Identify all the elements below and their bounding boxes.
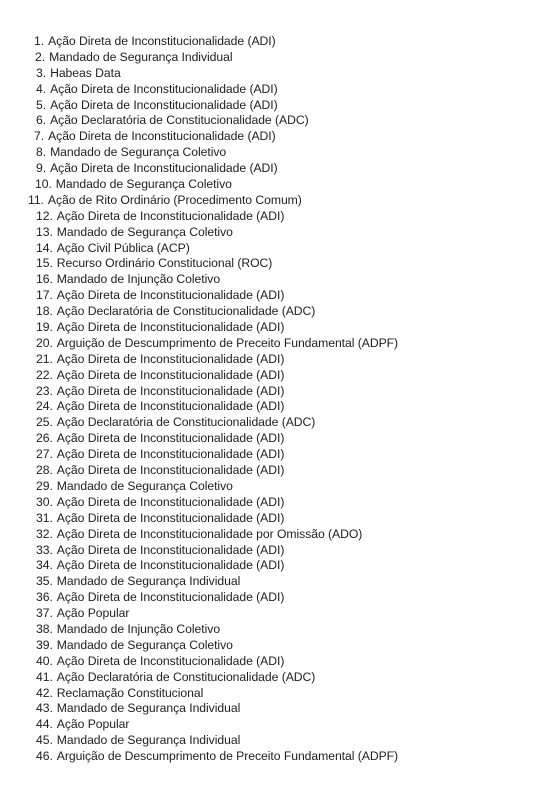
item-number: 40.: [36, 653, 53, 668]
item-number: 6.: [36, 113, 47, 128]
item-text: Mandado de Injunção Coletivo: [56, 621, 221, 636]
item-text: Ação Popular: [56, 717, 130, 732]
item-text: Ação Direta de Inconstitucionalidade (ADI): [56, 320, 285, 335]
item-text: Mandado de Segurança Coletivo: [55, 177, 232, 192]
list-item: [36, 320, 539, 336]
item-text: Mandado de Segurança Individual: [49, 49, 233, 64]
item-number: 4.: [36, 81, 47, 96]
item-text: Ação Direta de Inconstitucionalidade (ADI): [56, 463, 285, 478]
item-text: Ação Declaratória de Constitucionalidade (ADC): [56, 415, 316, 430]
list-item: [36, 82, 539, 98]
item-text: Mandado de Injunção Coletivo: [56, 272, 221, 287]
list-item: [36, 463, 539, 479]
item-text: Mandado de Segurança Individual: [56, 574, 241, 589]
list-item: [36, 733, 539, 749]
item-number: 24.: [36, 399, 53, 414]
list-item: [36, 368, 539, 384]
item-number: 11.: [28, 192, 44, 207]
list-item: [36, 304, 539, 320]
list-item: [36, 225, 539, 241]
list-item: [36, 161, 539, 177]
list-item: [36, 288, 539, 304]
item-number: 14.: [36, 240, 53, 255]
item-number: 30.: [36, 494, 53, 509]
list-item: [36, 479, 539, 495]
item-number: 21.: [36, 351, 53, 366]
item-text: Ação Direta de Inconstitucionalidade (ADI): [56, 399, 285, 414]
item-number: 46.: [36, 749, 53, 764]
item-text: Ação Direta de Inconstitucionalidade (ADI): [56, 558, 285, 573]
list-item: [36, 241, 539, 257]
item-text: Ação Direta de Inconstitucionalidade (ADI): [50, 97, 278, 112]
item-number: 36.: [36, 590, 53, 605]
list-item: [36, 543, 539, 559]
item-text: Ação Direta de Inconstitucionalidade (ADI): [50, 81, 278, 96]
item-number: 13.: [36, 224, 53, 239]
item-number: 45.: [36, 733, 53, 748]
item-number: 5.: [36, 97, 47, 112]
list-item: [36, 209, 539, 225]
item-text: Mandado de Segurança Coletivo: [56, 478, 233, 493]
item-number: 18.: [36, 304, 53, 319]
item-number: 23.: [36, 383, 53, 398]
list-item: [36, 606, 539, 622]
list-item: [36, 686, 539, 702]
item-number: 22.: [36, 367, 53, 382]
item-text: Mandado de Segurança Coletivo: [50, 145, 227, 160]
item-text: Ação Direta de Inconstitucionalidade (ADI): [56, 510, 285, 525]
list-item: [36, 272, 539, 288]
list-item: [36, 98, 539, 114]
list-item: [34, 129, 539, 145]
item-text: Habeas Data: [50, 65, 121, 80]
item-text: Ação Direta de Inconstitucionalidade (ADI): [48, 34, 276, 48]
item-number: 41.: [36, 669, 53, 684]
item-number: 25.: [36, 415, 53, 430]
list-item: [36, 415, 539, 431]
item-text: Ação Popular: [56, 606, 130, 621]
item-number: 39.: [36, 637, 53, 652]
item-text: Ação Direta de Inconstitucionalidade (ADI): [56, 494, 285, 509]
list-item: [36, 654, 539, 670]
item-number: 26.: [36, 431, 53, 446]
numbered-list: [0, 34, 539, 765]
item-text: Ação Civil Pública (ACP): [56, 240, 190, 255]
item-text: Ação Direta de Inconstitucionalidade (ADI): [56, 447, 285, 462]
list-item: [36, 431, 539, 447]
list-item: [36, 527, 539, 543]
list-item: [36, 638, 539, 654]
item-text: Ação Direta de Inconstitucionalidade (ADI): [56, 653, 285, 668]
list-item: [36, 574, 539, 590]
item-number: 2.: [35, 49, 46, 64]
item-text: Ação Direta de Inconstitucionalidade (ADI): [56, 542, 285, 557]
list-item: [36, 701, 539, 717]
list-item: [36, 670, 539, 686]
item-text: Reclamação Constitucional: [56, 685, 204, 700]
item-text: Ação Direta de Inconstitucionalidade (ADI): [56, 208, 285, 223]
item-number: 1.: [34, 34, 45, 48]
item-number: 35.: [36, 574, 53, 589]
list-item: [36, 495, 539, 511]
item-text: Ação Direta de Inconstitucionalidade (ADI): [56, 431, 285, 446]
list-item: [28, 193, 539, 209]
item-number: 12.: [36, 208, 53, 223]
item-number: 29.: [36, 478, 53, 493]
list-item: [36, 447, 539, 463]
list-item: [36, 717, 539, 733]
list-item: [36, 66, 539, 82]
list-item: [36, 336, 539, 352]
item-number: 44.: [36, 717, 53, 732]
item-text: Arguição de Descumprimento de Preceito Fundamental (ADPF): [56, 335, 399, 350]
item-number: 16.: [36, 272, 53, 287]
item-number: 37.: [36, 606, 53, 621]
list-item: [35, 50, 539, 66]
list-item: [36, 558, 539, 574]
list-item: [34, 34, 539, 50]
list-item: [36, 511, 539, 527]
item-number: 38.: [36, 621, 53, 636]
item-number: 34.: [36, 558, 53, 573]
item-text: Mandado de Segurança Coletivo: [56, 637, 233, 652]
item-text: Ação Declaratória de Constitucionalidade (ADC): [50, 113, 309, 128]
item-text: Mandado de Segurança Coletivo: [56, 224, 233, 239]
item-text: Ação Direta de Inconstitucionalidade (ADI): [50, 161, 278, 176]
item-number: 17.: [36, 288, 53, 303]
item-number: 3.: [36, 65, 47, 80]
item-number: 8.: [36, 145, 47, 160]
item-number: 7.: [34, 129, 45, 144]
list-item: [36, 145, 539, 161]
list-item: [36, 113, 539, 129]
item-text: Ação Declaratória de Constitucionalidade (ADC): [56, 669, 316, 684]
list-item: [36, 399, 539, 415]
list-item: [35, 177, 539, 193]
item-number: 33.: [36, 542, 53, 557]
item-text: Ação Direta de Inconstitucionalidade (ADI): [48, 129, 276, 144]
item-text: Recurso Ordinário Constitucional (ROC): [56, 256, 273, 271]
item-text: Ação Direta de Inconstitucionalidade (ADI): [56, 590, 285, 605]
item-number: 27.: [36, 447, 53, 462]
item-number: 31.: [36, 510, 53, 525]
item-number: 20.: [36, 335, 53, 350]
item-text: Ação Declaratória de Constitucionalidade (ADC): [56, 304, 316, 319]
item-number: 10.: [35, 177, 52, 192]
item-text: Ação Direta de Inconstitucionalidade (ADI): [56, 383, 285, 398]
list-item: [36, 622, 539, 638]
list-item: [36, 256, 539, 272]
item-number: 43.: [36, 701, 53, 716]
item-number: 15.: [36, 256, 53, 271]
item-number: 32.: [36, 526, 53, 541]
item-text: Mandado de Segurança Individual: [56, 701, 241, 716]
list-item: [36, 352, 539, 368]
item-number: 19.: [36, 320, 53, 335]
item-text: Ação Direta de Inconstitucionalidade (ADI): [56, 367, 285, 382]
list-item: [36, 384, 539, 400]
item-text: Ação Direta de Inconstitucionalidade por Omissão (ADO): [56, 526, 363, 541]
item-text: Arguição de Descumprimento de Preceito Fundamental (ADPF): [56, 749, 399, 764]
item-text: Mandado de Segurança Individual: [56, 733, 241, 748]
item-text: Ação de Rito Ordinário (Procedimento Comum): [47, 192, 302, 207]
item-text: Ação Direta de Inconstitucionalidade (ADI): [56, 288, 285, 303]
list-item: [36, 749, 539, 765]
item-number: 28.: [36, 463, 53, 478]
list-item: [36, 590, 539, 606]
item-text: Ação Direta de Inconstitucionalidade (ADI): [56, 351, 285, 366]
item-number: 42.: [36, 685, 53, 700]
item-number: 9.: [36, 161, 47, 176]
